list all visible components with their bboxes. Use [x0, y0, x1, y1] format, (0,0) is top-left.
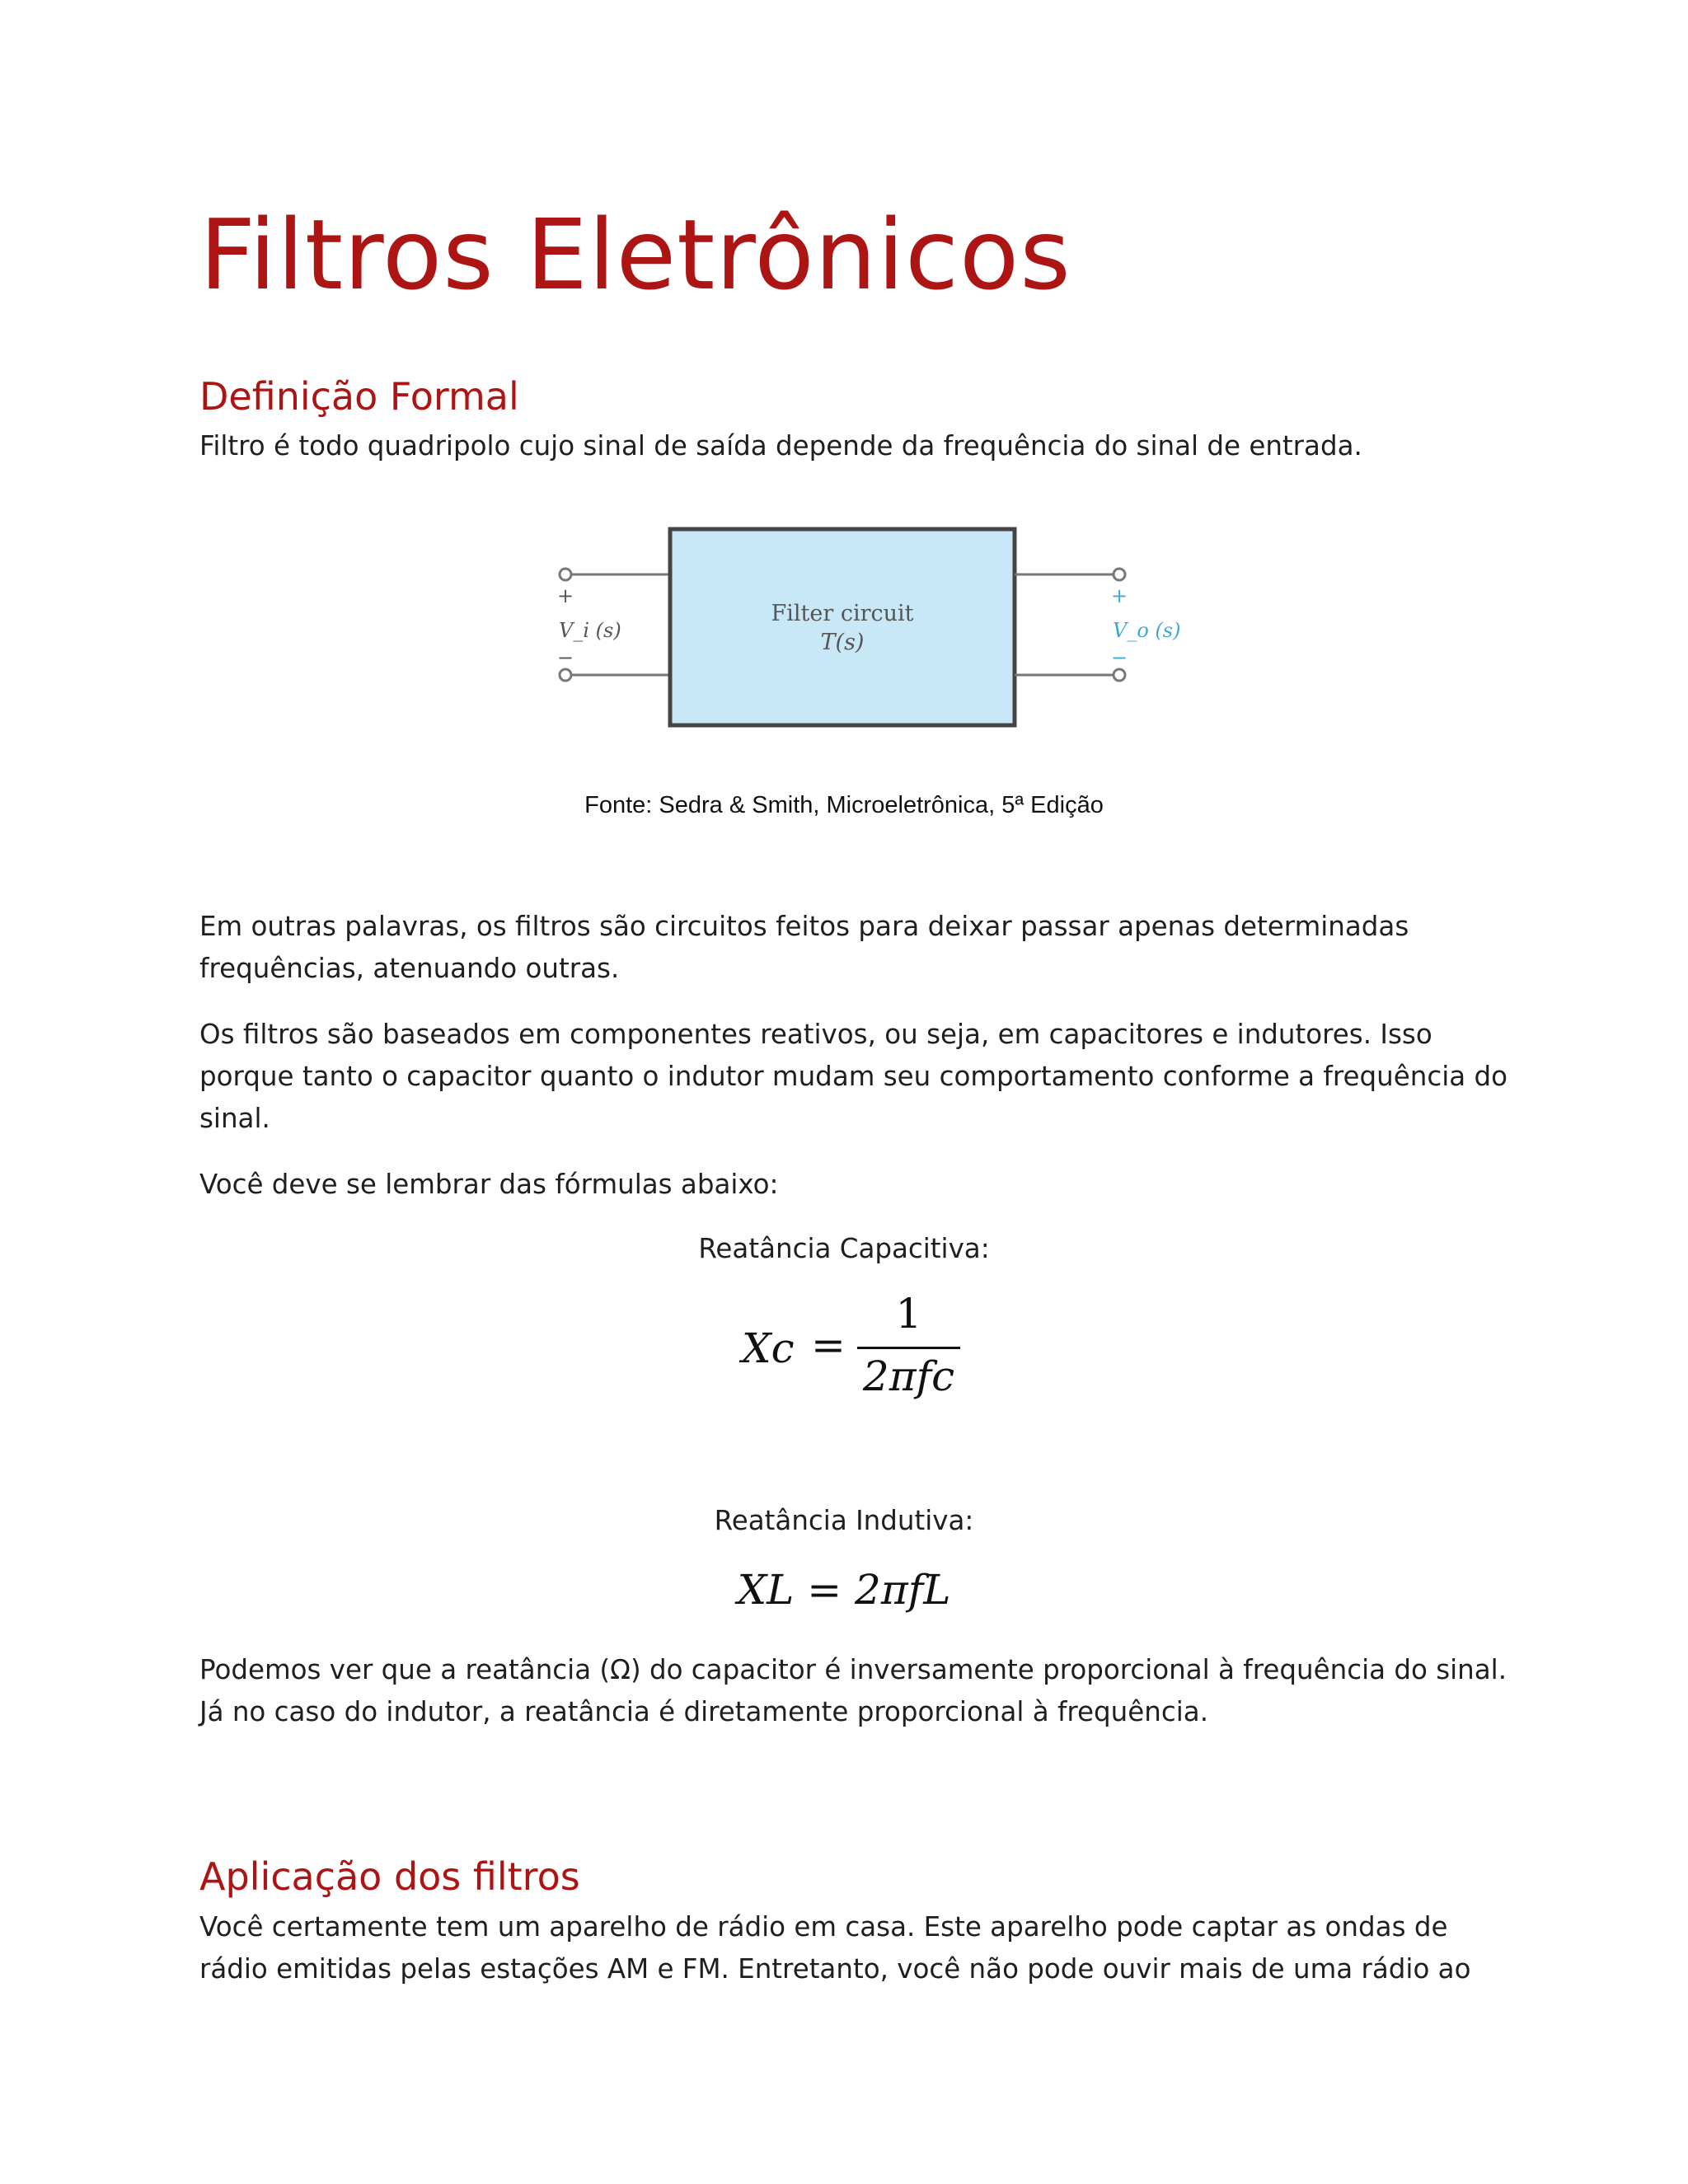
input-plus-sign: +: [556, 584, 574, 607]
output-plus-sign: +: [1110, 584, 1128, 607]
capacitive-numerator: 1: [895, 1290, 922, 1338]
input-minus-sign: −: [556, 646, 574, 669]
filter-circuit-figure: [544, 518, 1181, 732]
fraction-bar: [857, 1347, 960, 1349]
paragraph-3: Você deve se lembrar das fórmulas abaixo:: [199, 1169, 779, 1200]
section-heading-definicao: Definição Formal: [199, 374, 519, 419]
document-title: Filtros Eletrônicos: [199, 198, 1071, 312]
figure-caption: Fonte: Sedra & Smith, Microeletrônica, 5ª Edição: [584, 792, 1104, 818]
paragraph-1: Em outras palavras, os filtros são circuitos feitos para deixar passar apenas determinadas frequências, atenuando outras.: [199, 911, 1409, 984]
output-voltage-label: V_o (s): [1113, 619, 1181, 642]
input-terminal-top: [560, 569, 571, 580]
definition-paragraph: Filtro é todo quadripolo cujo sinal de saída depende da frequência do sinal de entrada.: [199, 430, 1362, 462]
application-paragraph: Você certamente tem um aparelho de rádio em casa. Este aparelho pode captar as ondas de rádio emitidas pelas estações AM e FM. Entretanto, você não pode ouvir mais de uma rádio ao: [199, 1911, 1471, 1985]
capacitive-lhs: Xc: [742, 1324, 795, 1372]
filter-circuit-box: [670, 529, 1015, 725]
inductive-reactance-label: Reatância Indutiva:: [714, 1505, 974, 1536]
capacitive-denominator: 2πfc: [862, 1352, 955, 1400]
input-terminal-bottom: [560, 669, 571, 681]
input-voltage-label: V_i (s): [559, 619, 621, 642]
output-terminal-top: [1114, 569, 1125, 580]
capacitive-reactance-label: Reatância Capacitiva:: [698, 1233, 990, 1264]
inductive-reactance-formula: XL = 2πfL: [737, 1566, 951, 1614]
output-minus-sign: −: [1110, 646, 1128, 669]
box-label-line1: Filter circuit: [771, 601, 914, 626]
output-terminal-bottom: [1114, 669, 1125, 681]
box-label-line2: T(s): [820, 630, 865, 655]
section-heading-aplicacao: Aplicação dos filtros: [199, 1854, 580, 1899]
paragraph-2: Os filtros são baseados em componentes reativos, ou seja, em capacitores e indutores. Isso porque tanto o capacitor quanto o indutor mudam seu comportamento conforme a frequência do sinal.: [199, 1019, 1507, 1134]
capacitive-equals: =: [811, 1321, 846, 1369]
capacitive-reactance-formula: [734, 1290, 981, 1405]
conclusion-paragraph: Podemos ver que a reatância (Ω) do capacitor é inversamente proporcional à frequência do sinal. Já no caso do indutor, a reatância é diretamente proporcional à frequência.: [199, 1654, 1507, 1727]
